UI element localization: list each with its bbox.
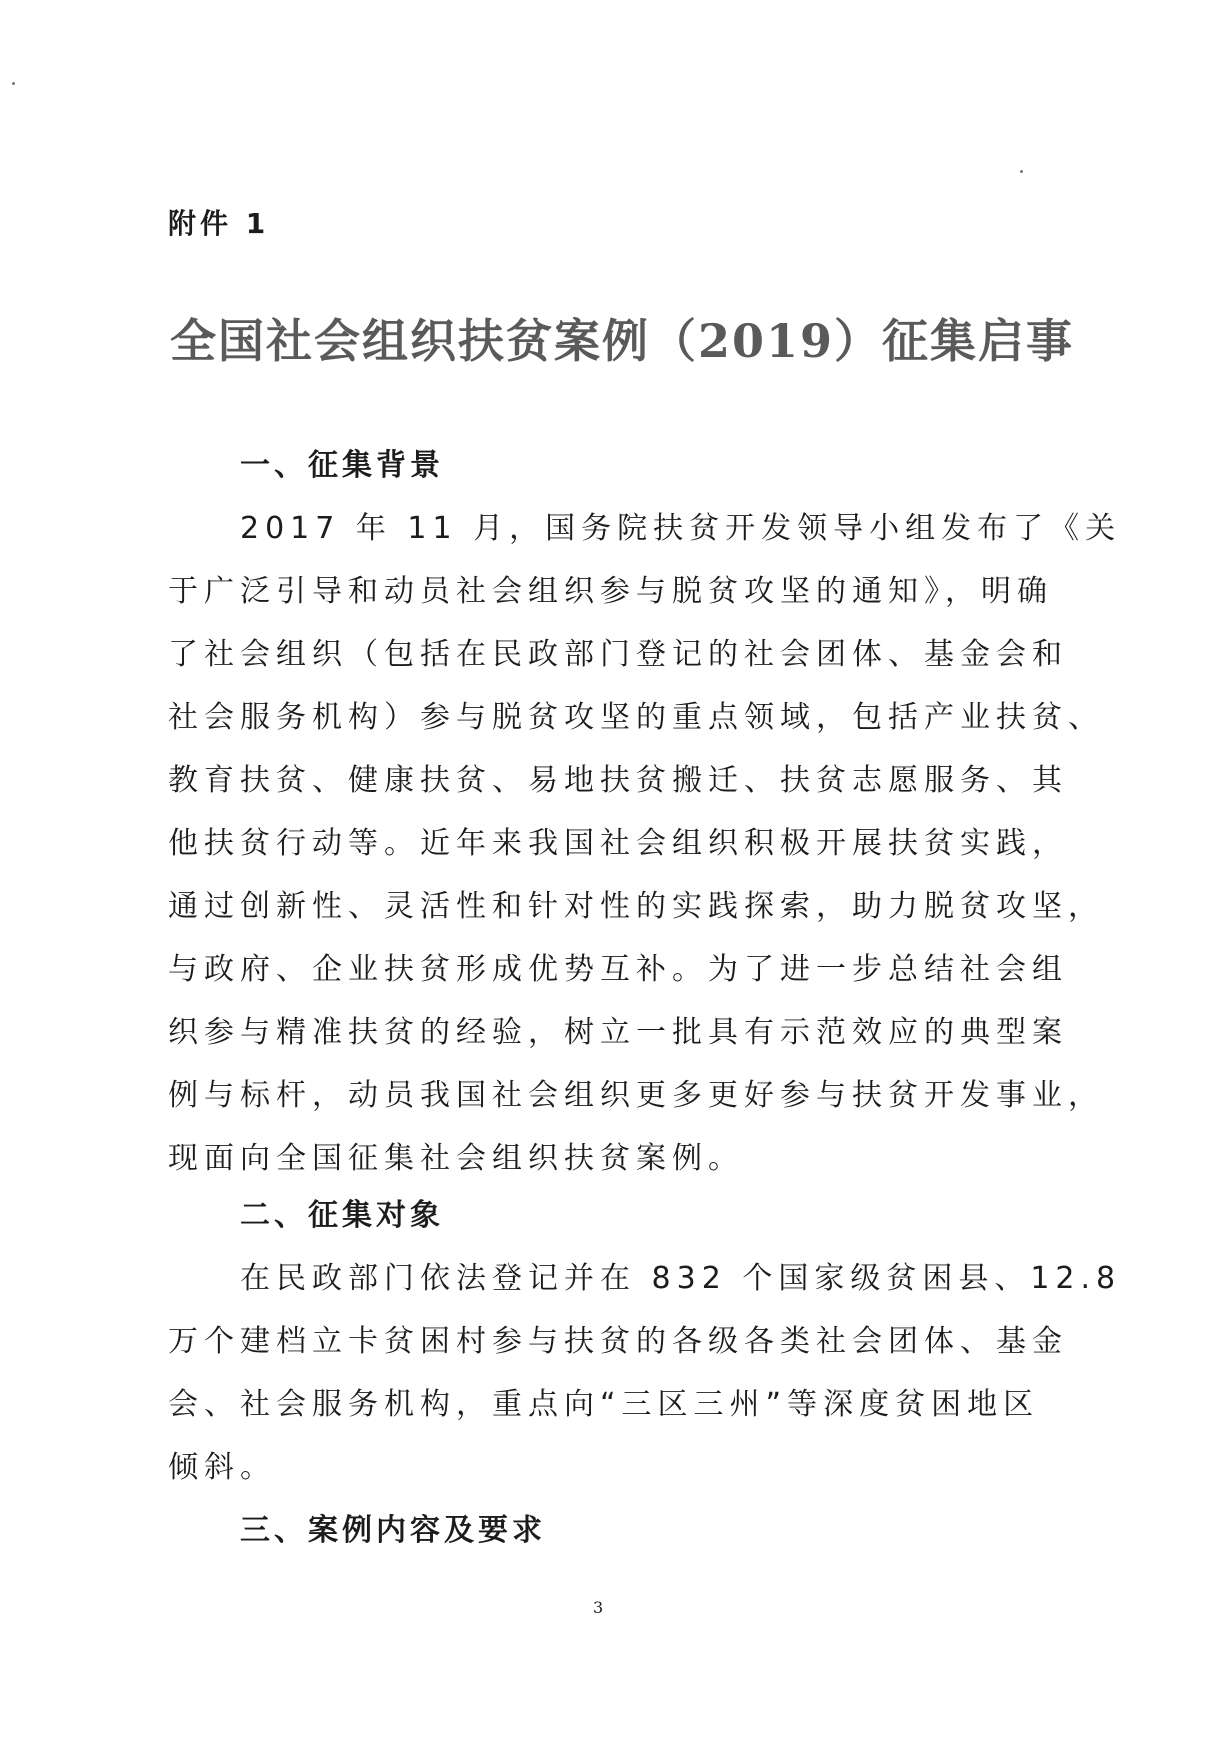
section1-line: 2017 年 11 月，国务院扶贫开发领导小组发布了《关: [240, 511, 1122, 546]
section1-line: 社会服务机构）参与脱贫攻坚的重点领域，包括产业扶贫、: [168, 700, 1104, 735]
scan-speck: [1020, 170, 1023, 173]
document-title: 全国社会组织扶贫案例（2019）征集启事: [170, 314, 1075, 368]
scan-speck: [12, 82, 15, 85]
attachment-label: 附件 1: [168, 207, 270, 240]
section1-line: 例与标杆，动员我国社会组织更多更好参与扶贫开发事业，: [168, 1078, 1104, 1113]
section1-line: 织参与精准扶贫的经验，树立一批具有示范效应的典型案: [168, 1015, 1068, 1050]
section3-heading: 三、案例内容及要求: [240, 1513, 546, 1548]
section2-line: 在民政部门依法登记并在 832 个国家级贫困县、12.8: [240, 1261, 1122, 1296]
section1-line: 了社会组织（包括在民政部门登记的社会团体、基金会和: [168, 637, 1068, 672]
page-number: 3: [593, 1598, 604, 1617]
section2-line: 会、社会服务机构，重点向“三区三州”等深度贫困地区: [168, 1387, 1040, 1422]
section1-line: 教育扶贫、健康扶贫、易地扶贫搬迁、扶贫志愿服务、其: [168, 763, 1068, 798]
section2-line: 倾斜。: [168, 1450, 276, 1485]
section1-line: 于广泛引导和动员社会组织参与脱贫攻坚的通知》，明确: [168, 574, 1053, 609]
section1-line: 现面向全国征集社会组织扶贫案例。: [168, 1141, 744, 1176]
section2-line: 万个建档立卡贫困村参与扶贫的各级各类社会团体、基金: [168, 1324, 1068, 1359]
section1-line: 通过创新性、灵活性和针对性的实践探索，助力脱贫攻坚，: [168, 889, 1104, 924]
section1-line: 与政府、企业扶贫形成优势互补。为了进一步总结社会组: [168, 952, 1068, 987]
section2-heading: 二、征集对象: [240, 1198, 444, 1233]
section1-line: 他扶贫行动等。近年来我国社会组织积极开展扶贫实践，: [168, 826, 1068, 861]
section1-heading: 一、征集背景: [240, 448, 444, 483]
